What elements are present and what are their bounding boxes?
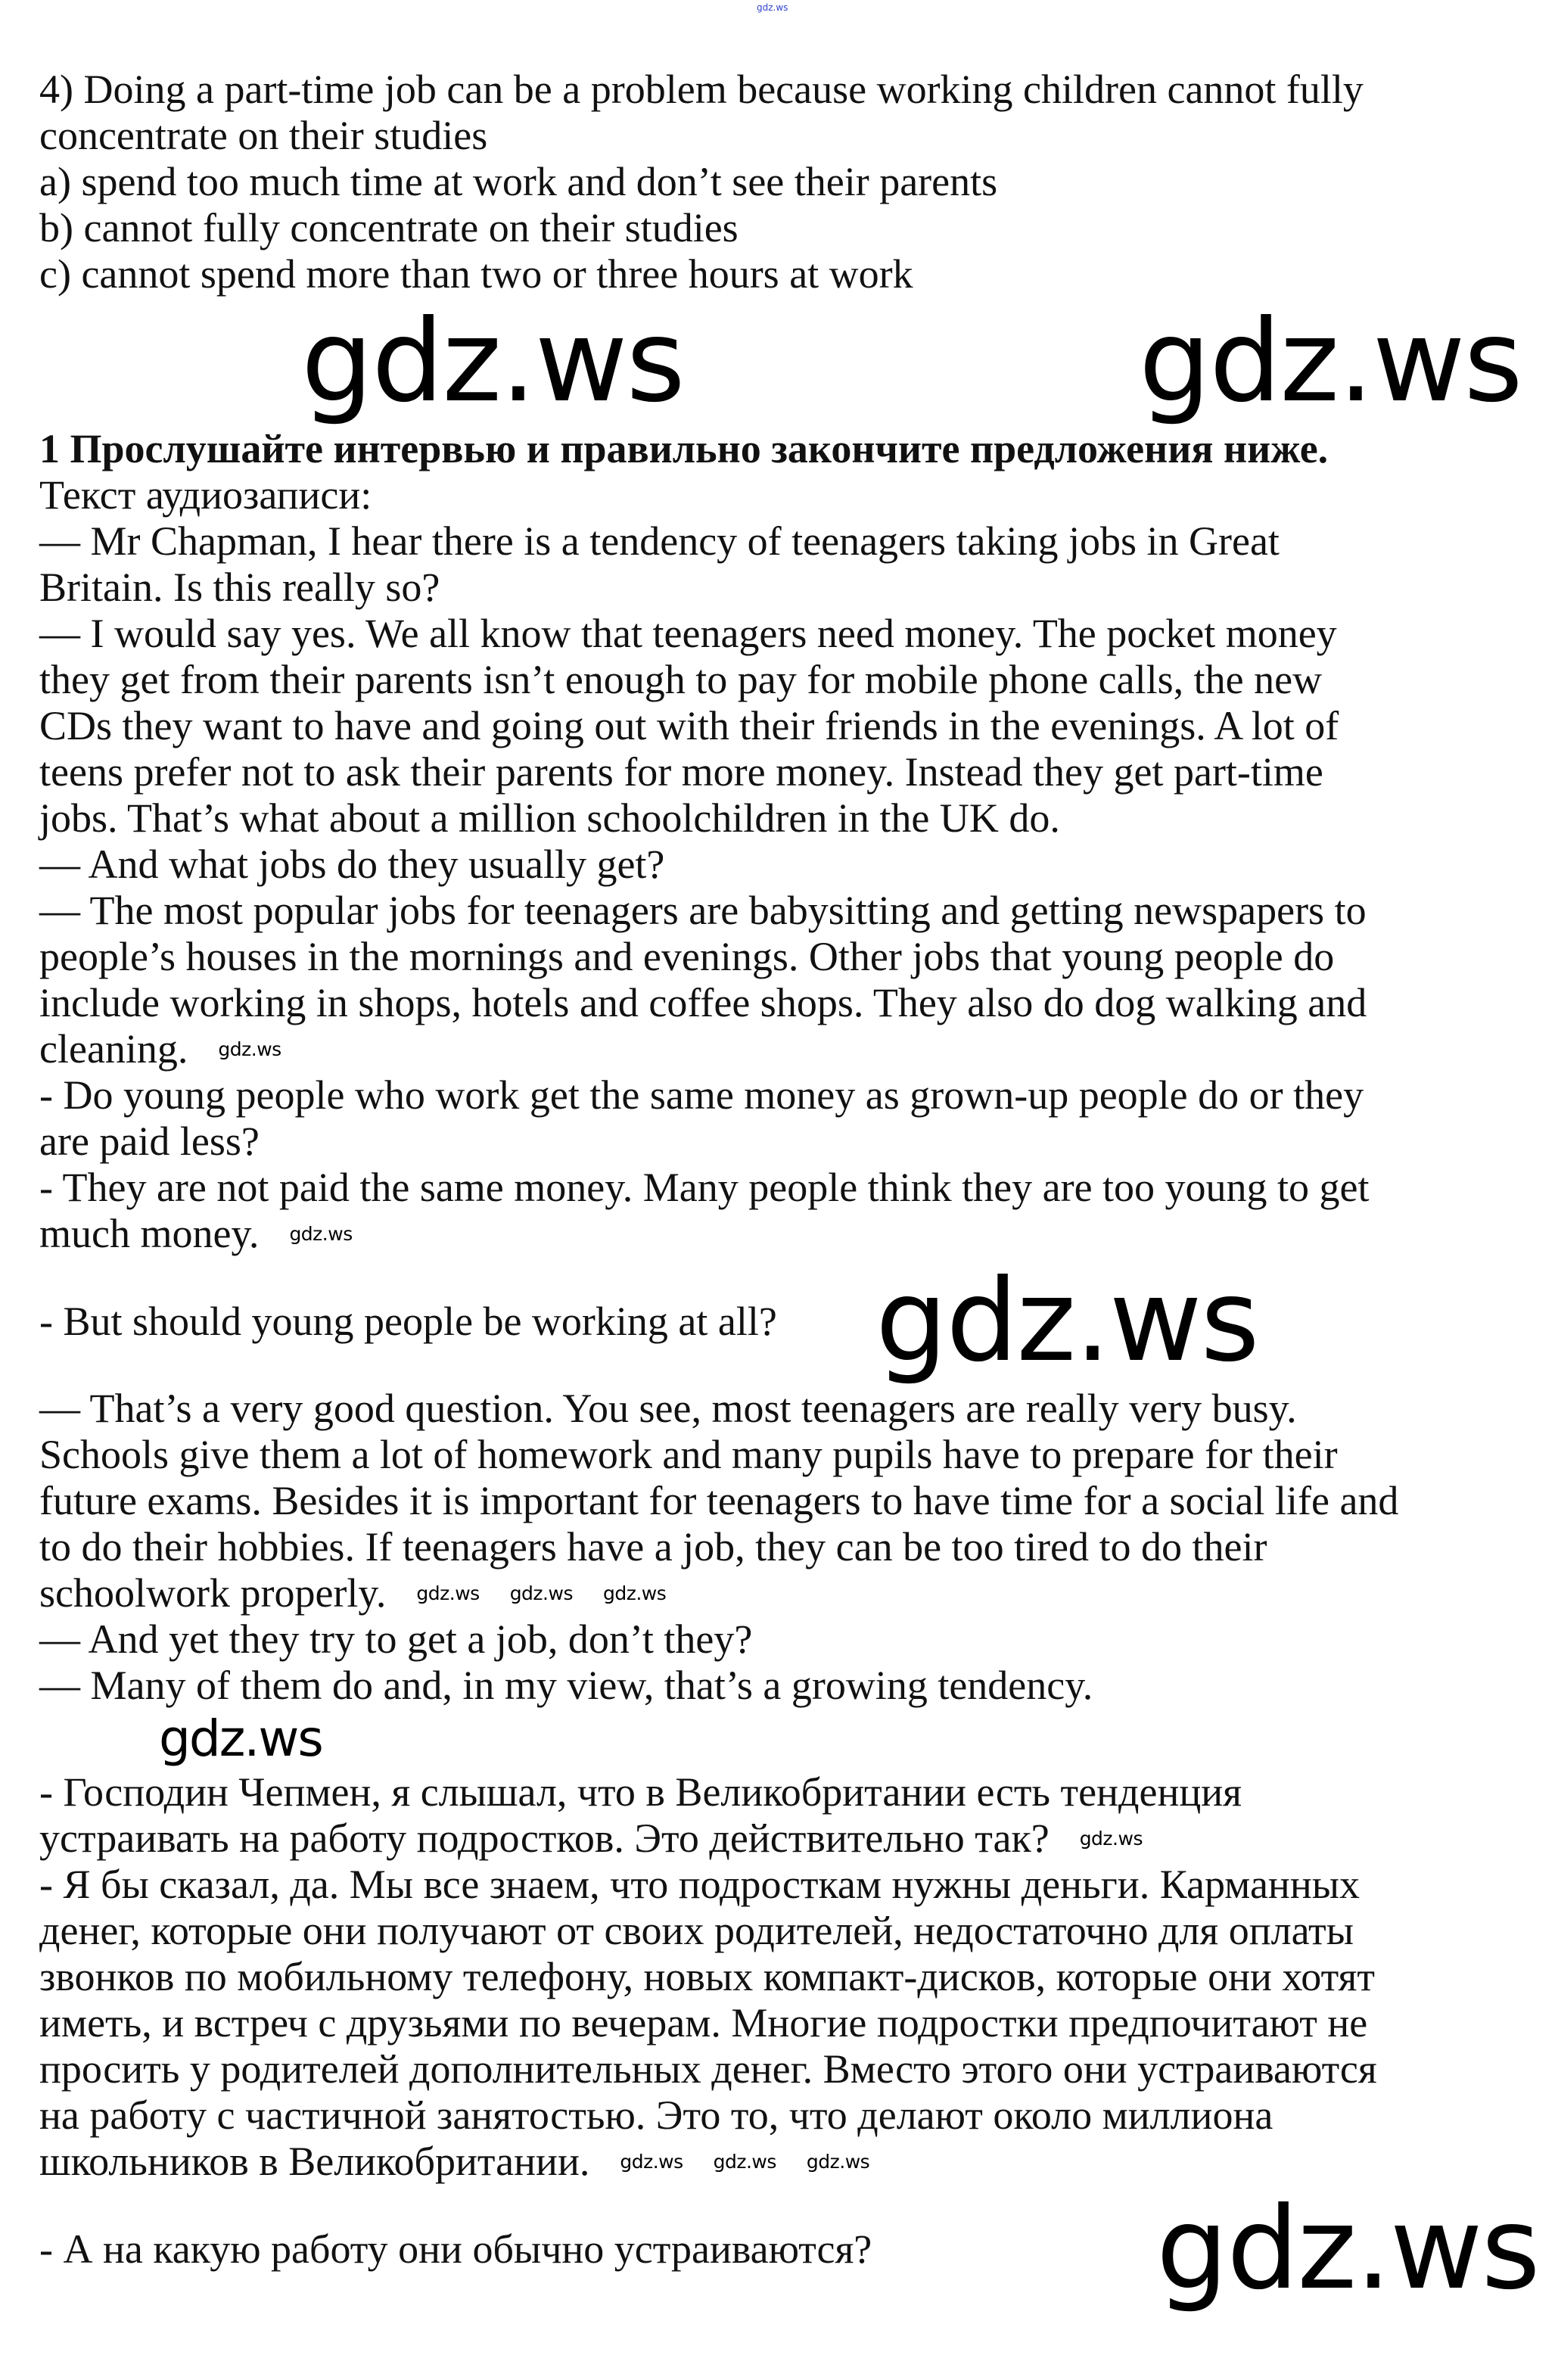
text-row	[39, 1432, 1545, 1478]
text-line: CDs they want to have and going out with their friends in the evenings. A lot of	[39, 703, 1339, 748]
text-row	[39, 888, 1545, 934]
document-body	[39, 67, 1545, 2313]
text-row	[39, 2046, 1545, 2092]
exercise-heading: 1 Прослушайте интервью и правильно закончите предложения ниже.	[39, 426, 1329, 471]
text-line: - Господин Чепмен, я слышал, что в Великобритании есть тенденция	[39, 1769, 1242, 1815]
text-line: — Many of them do and, in my view, that’s a growing tendency.	[39, 1663, 1093, 1708]
text-line: much money.	[39, 1211, 260, 1256]
text-line: Britain. Is this really so?	[39, 565, 440, 610]
text-line: people’s houses in the mornings and evenings. Other jobs that young people do	[39, 934, 1335, 979]
watermark: gdz.ws	[289, 1223, 353, 1245]
text-line: teens prefer not to ask their parents for more money. Instead they get part-time	[39, 749, 1323, 795]
watermark: gdz.ws	[1156, 2183, 1539, 2315]
text-line: a) spend too much time at work and don’t see their parents	[39, 159, 998, 204]
watermark: gdz.ws	[159, 1710, 322, 1768]
text-line: денег, которые они получают от своих родителей, недостаточно для оплаты	[39, 1908, 1354, 1953]
text-line: — Mr Chapman, I hear there is a tendency of teenagers taking jobs in Great	[39, 518, 1280, 564]
watermark: gdz.ws	[1139, 296, 1522, 428]
text-line: — The most popular jobs for teenagers are babysitting and getting newspapers to	[39, 888, 1367, 933]
text-line: - They are not paid the same money. Many people think they are too young to get	[39, 1165, 1370, 1210]
watermark: gdz.ws	[875, 1255, 1258, 1387]
text-row	[39, 703, 1545, 749]
text-line: include working in shops, hotels and coffee shops. They also do dog walking and	[39, 980, 1367, 1025]
text-line: - But should young people be working at all?	[39, 1298, 777, 1344]
text-line: - Я бы сказал, да. Мы все знаем, что подросткам нужны деньги. Карманных	[39, 1862, 1361, 1907]
text-row	[39, 1211, 1545, 1257]
watermark: gdz.ws	[620, 2151, 683, 2173]
text-line: - Do young people who work get the same money as grown-up people do or they	[39, 1072, 1364, 1118]
text-row	[39, 749, 1545, 795]
text-row	[39, 297, 1545, 426]
text-line: concentrate on their studies	[39, 113, 488, 158]
text-row	[39, 795, 1545, 842]
watermark: gdz.ws	[218, 1038, 281, 1060]
text-line: b) cannot fully concentrate on their studies	[39, 205, 739, 250]
text-row	[39, 1026, 1545, 1072]
watermark: gdz.ws	[416, 1582, 480, 1604]
text-line: future exams. Besides it is important for teenagers to have time for a social life and	[39, 1478, 1399, 1523]
text-row	[39, 1769, 1545, 1815]
text-row	[39, 472, 1545, 518]
text-row	[39, 1524, 1545, 1570]
text-line: jobs. That’s what about a million schoolchildren in the UK do.	[39, 795, 1060, 841]
text-row	[39, 1118, 1545, 1165]
text-row	[39, 980, 1545, 1026]
watermark: gdz.ws	[301, 296, 684, 428]
text-line: are paid less?	[39, 1118, 260, 1164]
text-row	[39, 1663, 1545, 1709]
text-row	[39, 611, 1545, 657]
text-line: устраивать на работу подростков. Это действительно так?	[39, 1815, 1050, 1861]
watermark: gdz.ws	[602, 1582, 667, 1604]
text-line: schoolwork properly.	[39, 1570, 387, 1616]
text-row	[39, 1478, 1545, 1524]
text-line: на работу с частичной занятостью. Это то, что делают около миллиона	[39, 2092, 1273, 2138]
text-row	[39, 1709, 1545, 1769]
text-row	[39, 1616, 1545, 1663]
text-line: - А на какую работу они обычно устраиваются?	[39, 2226, 872, 2272]
text-row	[39, 67, 1545, 113]
text-line: школьников в Великобритании.	[39, 2139, 590, 2184]
text-line: иметь, и встреч с друзьями по вечерам. Многие подростки предпочитают не	[39, 2000, 1368, 2046]
watermark: gdz.ws	[806, 2151, 870, 2173]
text-row	[39, 657, 1545, 703]
text-row	[39, 113, 1545, 159]
watermark: gdz.ws	[1079, 1828, 1143, 1850]
text-line: — And what jobs do they usually get?	[39, 842, 665, 887]
text-row	[39, 1072, 1545, 1118]
watermark: gdz.ws	[713, 2151, 776, 2173]
text-line: Текст аудиозаписи:	[39, 472, 372, 518]
text-row	[39, 251, 1545, 297]
text-row	[39, 1570, 1545, 1616]
text-row	[39, 934, 1545, 980]
text-line: they get from their parents isn’t enough to pay for mobile phone calls, the new	[39, 657, 1323, 702]
text-row	[39, 565, 1545, 611]
text-line: c) cannot spend more than two or three hours at work	[39, 251, 913, 297]
text-row	[39, 1257, 1545, 1386]
text-row	[39, 159, 1545, 205]
text-line: to do their hobbies. If teenagers have a job, they can be too tired to do their	[39, 1524, 1267, 1570]
text-line: Schools give them a lot of homework and many pupils have to prepare for their	[39, 1432, 1338, 1477]
heading-row	[39, 426, 1545, 472]
text-row	[39, 1908, 1545, 1954]
text-row	[39, 2139, 1545, 2185]
text-row	[39, 2185, 1545, 2313]
text-line: звонков по мобильному телефону, новых компакт-дисков, которые они хотят	[39, 1954, 1375, 1999]
watermark: gdz.ws	[509, 1582, 573, 1604]
text-line: — And yet they try to get a job, don’t they?	[39, 1616, 753, 1662]
text-row	[39, 518, 1545, 565]
header-watermark: gdz.ws	[757, 2, 788, 13]
text-line: 4) Doing a part-time job can be a problem because working children cannot fully	[39, 67, 1364, 112]
text-line: просить у родителей дополнительных денег. Вместо этого они устраиваются	[39, 2046, 1377, 2092]
text-row	[39, 1165, 1545, 1211]
text-row	[39, 205, 1545, 251]
text-line: — I would say yes. We all know that teenagers need money. The pocket money	[39, 611, 1337, 656]
text-line: cleaning.	[39, 1026, 188, 1072]
text-row	[39, 1386, 1545, 1432]
text-row	[39, 2092, 1545, 2139]
text-row	[39, 1862, 1545, 1908]
text-line: — That’s a very good question. You see, most teenagers are really very busy.	[39, 1386, 1297, 1431]
text-row	[39, 842, 1545, 888]
text-row	[39, 1815, 1545, 1862]
text-row	[39, 2000, 1545, 2046]
text-row	[39, 1954, 1545, 2000]
